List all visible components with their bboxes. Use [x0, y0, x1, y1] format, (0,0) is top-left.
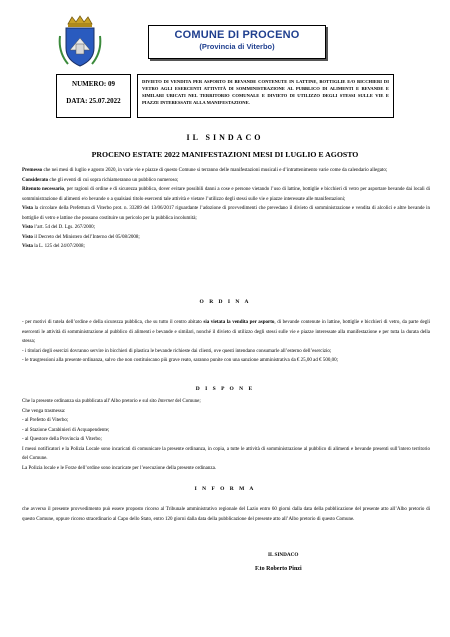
- title-sindaco: IL SINDACO: [186, 133, 264, 142]
- ritenuto-paragraph: Ritenuto necessario, per ragioni di ordine e di sicurezza pubblica, dover evitare possibili danni a cose e persone vietando l’uso di lattine, bottiglie e bicchieri di vetro per asportare bevande dai locali di somministrazione di alimenti e/o bevande o a qualsiasi titolo esercenti tale attività e vietare l’utilizzo degli stessi sulle vie e piazze interessate alle manifestazioni;: [22, 187, 430, 202]
- ordina-paragraph-3: - le trasgressioni alla presente ordinanza, salvo che non costituiscano più grave reato, saranno punite con una sanzione amministrativa da € 25,00 ad € 500,00;: [22, 358, 339, 363]
- ordinance-subject: DIVIETO DI VENDITA PER ASPORTO DI BEVANDE CONTENUTE IN LATTINE, BOTTIGLIE E/O BICCHIERI DI VETRO AGLI ESERCENTI ATTIVITÀ DI SOMMINISTRAZIONE AL PUBBLICO DI ALIMENTI E BEVANDE E SIMILARI UBICATI NEL TERRITORIO COMUNALE E DIVIETO DI UTILIZZO DEGLI STESSI SULLE VIE E PIAZZE INTERESSATE ALLA MANIFESTAZIONE.: [137, 74, 394, 118]
- dispone-line-3: - al Prefetto di Viterbo;: [22, 418, 69, 423]
- informa-section: [22, 505, 430, 524]
- considerato-paragraph: Considerato che gli eventi di cui sopra richiameranno un pubblico numeroso;: [22, 177, 179, 183]
- ordina-section: [22, 318, 430, 366]
- province-name: (Provincia di Viterbo): [199, 42, 275, 51]
- signature-role: IL SINDACO: [268, 552, 299, 558]
- ordina-title: O R D I N A: [199, 299, 251, 305]
- dispone-line-7: La Polizia locale e le Forze dell’ordine sono incaricate per l’esecuzione della presente ordinanza.: [22, 465, 217, 471]
- comune-name: COMUNE DI PROCENO: [174, 29, 300, 41]
- dispone-line-2: Che venga trasmessa:: [22, 408, 66, 414]
- ordinance-date: DATA: 25.07.2022: [66, 97, 121, 105]
- comune-header-box: [148, 25, 326, 59]
- dispone-line-5: - al Questore della Provincia di Viterbo;: [22, 437, 102, 442]
- ordina-paragraph-2: - i titolari degli esercizi dovranno servire in bicchieri di plastica le bevande richieste dai clienti, ove questi intendano consumarle all’esterno dell’esercizio;: [22, 348, 332, 354]
- dispone-section: [22, 397, 430, 473]
- premises-section: [22, 166, 430, 252]
- ordinance-number: NUMERO: 09: [72, 80, 115, 88]
- dispone-title: D I S P O N E: [195, 386, 255, 392]
- title-event: PROCENO ESTATE 2022 MANIFESTAZIONI MESI DI LUGLIO E AGOSTO: [91, 150, 359, 159]
- signature-name: F.to Roberto Pinzi: [255, 566, 302, 572]
- informa-title: I N F O R M A: [194, 486, 256, 492]
- informa-paragraph: che avverso il presente provvedimento può essere proposto ricorso al Tribunale amministrativo regionale del Lazio entro 60 giorni dalla data della pubblicazione del presente atto all’Albo pretorio di questo Comune, oppure ricorso straordinario al Capo dello Stato, entro 120 giorni dalla data della pubblicazione del presente atto all’Albo pretorio di questo Comune.: [22, 507, 430, 522]
- ordinance-number-box: [56, 74, 131, 118]
- coat-of-arms-icon: [58, 14, 102, 70]
- dispone-line-6: I messi notificatori e la Polizia Locale sono incaricati di comunicare la presente ordinanza, in copia, a tutte le attività di somministrazione al pubblico di alimenti e bevande presenti sull’intero territorio del Comune.: [22, 446, 430, 461]
- visto2-paragraph: Visto il Decreto del Ministero dell’Interno del 05/08/2008;: [22, 234, 140, 240]
- vista2-paragraph: Vista la L. 125 del 24/07/2008;: [22, 244, 85, 249]
- visto1-paragraph: Visto l’art. 54 del D. Lgs. 267/2000;: [22, 225, 96, 230]
- dispone-line-1: Che la presente ordinanza sia pubblicata all’Albo pretorio e sul sito Internet del Comune;: [22, 399, 201, 404]
- vista-paragraph: Vista la circolare della Prefettura di Viterbo prot. n. 33289 del 13/06/2017 riguardante l’adozione di provvedimenti che prevedano il divieto di somministrazione e vendita di alcolici e altre bevande in bottiglie di vetro e lattine che possano costituire un pericolo per la pubblica incolumità;: [22, 206, 430, 221]
- dispone-line-4: - al Stazione Carabinieri di Acquapendente;: [22, 427, 110, 433]
- premesso-paragraph: Premesso che nei mesi di luglio e agosto 2020, in varie vie e piazze di questo Comune si terranno delle manifestazioni musicali e d’intrattenimento varie come da calendario allegato;: [22, 168, 388, 173]
- ordina-paragraph-1: - per motivi di tutela dell’ordine e della sicurezza pubblica, che su tutto il centro abitato sia vietata la vendita per asporto, di bevande contenute in lattine, bottiglie e bicchieri di vetro, da parte degli esercenti le attività di somministrazione al pubblico di alimenti e bevande e similari, nonché il divieto di utilizzo degli stessi sulle vie e piazze interessate alla manifestazione e per tutta la durata della stessa;: [22, 320, 430, 344]
